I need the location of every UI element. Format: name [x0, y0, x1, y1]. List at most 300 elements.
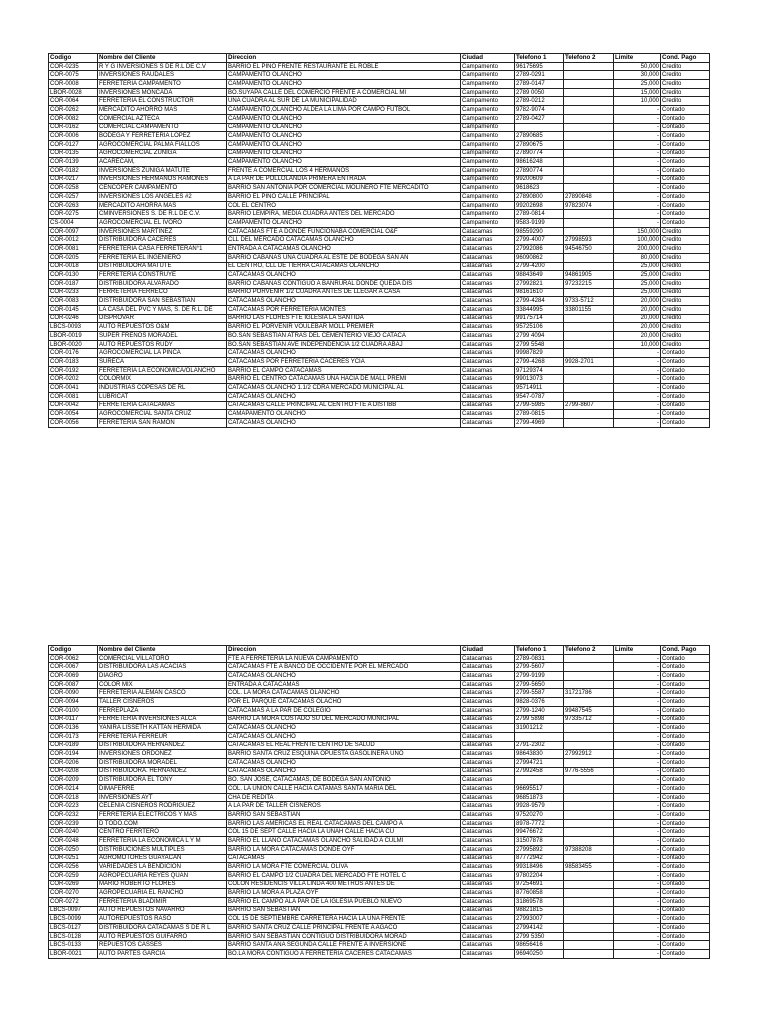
- cell-limite: 20,000: [614, 323, 661, 332]
- cell-codigo: CS-0004: [49, 219, 98, 228]
- cell-codigo: COR-0145: [49, 305, 98, 314]
- table-row: [49, 401, 710, 410]
- cell-telefono-2: [564, 680, 614, 689]
- cell-telefono-2: [564, 793, 614, 802]
- cell-limite: -: [614, 819, 661, 828]
- cell-limite: -: [614, 201, 661, 210]
- cell-limite: -: [614, 906, 661, 915]
- cell-direccion: CAMPAMENTO,OLANCHO ALDEA LA LIMA POR CAMPO FUTBOL: [227, 106, 461, 115]
- cell-codigo: COR-0251: [49, 854, 98, 863]
- cell-telefono-2: [564, 871, 614, 880]
- cell-ciudad: Catacamas: [461, 741, 515, 750]
- cell-cond-pago: Credito: [661, 314, 710, 323]
- cell-ciudad: Catacamas: [461, 811, 515, 820]
- cell-nombre: REPUESTOS CASSES: [98, 941, 227, 950]
- cell-telefono-1: 99318496: [515, 863, 564, 872]
- cell-telefono-1: 27992086: [515, 245, 564, 254]
- cell-codigo: COR-0018: [49, 262, 98, 271]
- cell-direccion: BARRIO SAN SEBASTIAN CONTIGUO DISTRIBUIDORA MORAD: [227, 932, 461, 941]
- cell-direccion: COL 15 DE SEPTIEMBRE CARRETERA HACIA LA UNA FRENTE: [227, 915, 461, 924]
- cell-direccion: BARRIO SANTA ANA SEGUNDA CALLE FRENTE A INVERSIONE: [227, 941, 461, 950]
- cell-cond-pago: Contado: [661, 366, 710, 375]
- cell-telefono-1: 2799-4969: [515, 418, 564, 427]
- cell-cond-pago: Credito: [661, 245, 710, 254]
- cell-ciudad: Catacamas: [461, 758, 515, 767]
- cell-codigo: LBCS-0133: [49, 941, 98, 950]
- cell-direccion: CAMPAMENTO OLANCHO: [227, 71, 461, 80]
- cell-telefono-2: [564, 88, 614, 97]
- table-row: [49, 227, 710, 236]
- header-limite: Limite: [614, 54, 661, 63]
- cell-codigo: LBOR-0028: [49, 88, 98, 97]
- cell-telefono-1: 27890800: [515, 193, 564, 202]
- table-row: [49, 140, 710, 149]
- cell-telefono-1: 9618623: [515, 184, 564, 193]
- cell-telefono-1: 27890685: [515, 132, 564, 141]
- cell-telefono-1: 2799-9199: [515, 672, 564, 681]
- cell-telefono-2: [564, 80, 614, 89]
- cell-cond-pago: Contado: [661, 932, 710, 941]
- cell-codigo: COR-0223: [49, 802, 98, 811]
- cell-cond-pago: Credito: [661, 297, 710, 306]
- cell-telefono-2: [564, 62, 614, 71]
- cell-nombre: FERRETERIA FERRECO: [98, 288, 227, 297]
- table-row: [49, 785, 710, 794]
- table-row: [49, 863, 710, 872]
- cell-limite: -: [614, 863, 661, 872]
- table-row: [49, 158, 710, 167]
- cell-limite: 50,000: [614, 62, 661, 71]
- cell-cond-pago: Credito: [661, 97, 710, 106]
- cell-telefono-2: [564, 819, 614, 828]
- cell-telefono-2: 97335712: [564, 715, 614, 724]
- table-row: [49, 802, 710, 811]
- cell-ciudad: Catacamas: [461, 410, 515, 419]
- cell-limite: -: [614, 698, 661, 707]
- cell-telefono-1: 2799 5548: [515, 340, 564, 349]
- table-row: [49, 375, 710, 384]
- cell-telefono-1: 2791-2302: [515, 741, 564, 750]
- cell-nombre: AGROMOTORES GUAYACAN: [98, 854, 227, 863]
- table-row: [49, 418, 710, 427]
- cell-nombre: DISTRIBUIDORA LAS ACACIAS: [98, 663, 227, 672]
- cell-codigo: LBOR-0020: [49, 340, 98, 349]
- cell-nombre: COMERCIAL CAMPAMENTO: [98, 123, 227, 132]
- cell-telefono-2: 9928-2701: [564, 358, 614, 367]
- cell-ciudad: Catacamas: [461, 897, 515, 906]
- cell-codigo: COR-0258: [49, 184, 98, 193]
- cell-ciudad: Catacamas: [461, 863, 515, 872]
- cell-codigo: COR-0041: [49, 384, 98, 393]
- cell-ciudad: Catacamas: [461, 271, 515, 280]
- table-row: [49, 262, 710, 271]
- cell-telefono-2: [564, 349, 614, 358]
- cell-direccion: CLL DEL MERCADO CATACAMAS OLANCHO: [227, 236, 461, 245]
- cell-codigo: COR-0214: [49, 785, 98, 794]
- cell-cond-pago: Contado: [661, 767, 710, 776]
- cell-direccion: BARRIO SAN ANTONIA POR COMERCIAL MOLINERO FTE MERCADITO: [227, 184, 461, 193]
- cell-ciudad: Catacamas: [461, 375, 515, 384]
- cell-codigo: LBOR-0019: [49, 332, 98, 341]
- cell-direccion: CATACAMAS OLANCHO: [227, 418, 461, 427]
- cell-codigo: COR-0218: [49, 793, 98, 802]
- cell-cond-pago: Contado: [661, 715, 710, 724]
- cell-nombre: AGROPECUARIA REYES QUAN: [98, 871, 227, 880]
- cell-nombre: TALLER CISNEROS: [98, 698, 227, 707]
- cell-limite: -: [614, 785, 661, 794]
- cell-cond-pago: Contado: [661, 149, 710, 158]
- cell-telefono-2: [564, 418, 614, 427]
- cell-telefono-2: [564, 906, 614, 915]
- cell-codigo: COR-0235: [49, 62, 98, 71]
- cell-ciudad: Campamento: [461, 184, 515, 193]
- cell-ciudad: Campamento: [461, 166, 515, 175]
- cell-ciudad: Catacamas: [461, 732, 515, 741]
- cell-codigo: COR-0162: [49, 123, 98, 132]
- cell-codigo: COR-0192: [49, 366, 98, 375]
- cell-limite: 15,000: [614, 88, 661, 97]
- cell-telefono-1: 2789 0050: [515, 88, 564, 97]
- cell-nombre: AGROCOMERCIAL LA PINCA: [98, 349, 227, 358]
- table-row: [49, 811, 710, 820]
- table-row: [49, 62, 710, 71]
- table-row: [49, 253, 710, 262]
- table-row: [49, 672, 710, 681]
- table-row: [49, 410, 710, 419]
- cell-nombre: ACARECAM,: [98, 158, 227, 167]
- cell-telefono-1: 97802204: [515, 871, 564, 880]
- cell-limite: -: [614, 793, 661, 802]
- cell-direccion: CATACAMAS OLANCHO: [227, 297, 461, 306]
- cell-telefono-1: 98161610: [515, 288, 564, 297]
- cell-codigo: COR-0275: [49, 210, 98, 219]
- cell-limite: 80,000: [614, 253, 661, 262]
- cell-codigo: COR-0232: [49, 811, 98, 820]
- cell-cond-pago: Contado: [661, 384, 710, 393]
- cell-limite: -: [614, 193, 661, 202]
- cell-telefono-2: [564, 97, 614, 106]
- cell-nombre: CELENIA CISNEROS RODRIGUEZ: [98, 802, 227, 811]
- cell-codigo: COR-0069: [49, 672, 98, 681]
- cell-telefono-2: [564, 732, 614, 741]
- cell-nombre: LA CASA DEL PVC Y MAS, S. DE R.L. DE: [98, 305, 227, 314]
- cell-telefono-1: 99476672: [515, 828, 564, 837]
- cell-limite: -: [614, 219, 661, 228]
- cell-telefono-2: [564, 663, 614, 672]
- cell-direccion: CATACAMAS OLANCHO: [227, 392, 461, 401]
- cell-ciudad: Catacamas: [461, 776, 515, 785]
- cell-nombre: SURECA: [98, 358, 227, 367]
- table-row: [49, 750, 710, 759]
- cell-ciudad: Campamento: [461, 210, 515, 219]
- cell-telefono-2: [564, 811, 614, 820]
- cell-direccion: CATACAMAS OLANCHO: [227, 672, 461, 681]
- cell-nombre: FERRETERIA FERREUR: [98, 732, 227, 741]
- cell-telefono-1: 98643830: [515, 750, 564, 759]
- cell-codigo: COR-0100: [49, 706, 98, 715]
- cell-telefono-1: 97129374: [515, 366, 564, 375]
- table-row: [49, 392, 710, 401]
- cell-limite: -: [614, 802, 661, 811]
- cell-telefono-2: [564, 941, 614, 950]
- cell-direccion: BARRIO LAS FLORES FTE IGLESIA LA SANTIDA: [227, 314, 461, 323]
- cell-ciudad: Catacamas: [461, 654, 515, 663]
- header-row: [49, 54, 710, 63]
- cell-ciudad: Catacamas: [461, 819, 515, 828]
- cell-codigo: COR-0006: [49, 132, 98, 141]
- table-row: [49, 106, 710, 115]
- cell-nombre: FERREPLAZA: [98, 706, 227, 715]
- cell-telefono-2: [564, 114, 614, 123]
- cell-telefono-2: [564, 262, 614, 271]
- cell-cond-pago: Contado: [661, 193, 710, 202]
- cell-ciudad: Catacamas: [461, 332, 515, 341]
- cell-limite: -: [614, 418, 661, 427]
- cell-telefono-1: 2799 5350: [515, 932, 564, 941]
- cell-codigo: COR-0256: [49, 863, 98, 872]
- cell-limite: -: [614, 349, 661, 358]
- table-row: [49, 819, 710, 828]
- cell-codigo: COR-0263: [49, 201, 98, 210]
- cell-nombre: AUTO REPUESTOS RUDY: [98, 340, 227, 349]
- cell-ciudad: Catacamas: [461, 663, 515, 672]
- table-row: [49, 123, 710, 132]
- cell-cond-pago: Credito: [661, 227, 710, 236]
- cell-direccion: CATACAMAS OLANCHO: [227, 271, 461, 280]
- cell-limite: -: [614, 375, 661, 384]
- cell-ciudad: Catacamas: [461, 845, 515, 854]
- cell-limite: -: [614, 932, 661, 941]
- cell-ciudad: Campamento: [461, 219, 515, 228]
- header-row: [49, 646, 710, 655]
- cell-telefono-1: 96940250: [515, 950, 564, 959]
- cell-nombre: FERRETERIA EL CONSTRUCTOR: [98, 97, 227, 106]
- cell-limite: 25,000: [614, 80, 661, 89]
- cell-telefono-1: 9782-9074: [515, 106, 564, 115]
- cell-telefono-2: 33801155: [564, 305, 614, 314]
- cell-direccion: A LA PAR DE TALLER CISNEROS: [227, 802, 461, 811]
- cell-nombre: INVERSIONES ORDOÑEZ: [98, 750, 227, 759]
- cell-telefono-2: [564, 132, 614, 141]
- cell-telefono-2: [564, 149, 614, 158]
- cell-codigo: COR-0194: [49, 750, 98, 759]
- cell-direccion: COL. LA UNION CALLE HACIA CATAMAS SANTA MARIA DEL: [227, 785, 461, 794]
- cell-ciudad: Campamento: [461, 123, 515, 132]
- cell-telefono-2: [564, 184, 614, 193]
- cell-telefono-2: 97232215: [564, 279, 614, 288]
- cell-nombre: INVERSIONES MONCADA: [98, 88, 227, 97]
- cell-direccion: BARRIO CABAÑAS CONTIGUO A BANRURAL DONDE QUEDA DIS: [227, 279, 461, 288]
- cell-ciudad: Catacamas: [461, 392, 515, 401]
- cell-telefono-2: [564, 158, 614, 167]
- cell-nombre: MERCADITO AHORRA MAS: [98, 201, 227, 210]
- cell-codigo: COR-0090: [49, 689, 98, 698]
- cell-telefono-1: 9547-0787: [515, 392, 564, 401]
- cell-cond-pago: Contado: [661, 941, 710, 950]
- cell-limite: -: [614, 924, 661, 933]
- cell-codigo: COR-0205: [49, 253, 98, 262]
- cell-direccion: BARRIO EL PINO FRENTE RESTAURANTE EL ROBLE: [227, 62, 461, 71]
- header-telefono-1: Telefono 1: [515, 646, 564, 655]
- cell-limite: -: [614, 654, 661, 663]
- cell-cond-pago: Contado: [661, 201, 710, 210]
- cell-cond-pago: Credito: [661, 253, 710, 262]
- table-row: [49, 950, 710, 959]
- table-row: [49, 715, 710, 724]
- cell-telefono-2: [564, 288, 614, 297]
- cell-direccion: CATACAMAS EL REAL FRENTE CENTRO DE SALUD: [227, 741, 461, 750]
- cell-nombre: MARIO ROBERTO FLORES: [98, 880, 227, 889]
- cell-telefono-1: 8978-7772: [515, 819, 564, 828]
- cell-limite: 25,000: [614, 288, 661, 297]
- cell-codigo: COR-0239: [49, 819, 98, 828]
- cell-codigo: COR-0056: [49, 418, 98, 427]
- cell-ciudad: Catacamas: [461, 932, 515, 941]
- cell-codigo: COR-0272: [49, 897, 98, 906]
- table-row: [49, 828, 710, 837]
- cell-limite: 20,000: [614, 332, 661, 341]
- cell-nombre: FERRETERIA EL INGENIERO: [98, 253, 227, 262]
- cell-direccion: BARRIO CABAÑAS UNA CUADRA AL ESTE DE BODEGA SAN AN: [227, 253, 461, 262]
- cell-telefono-1: 2789-0815: [515, 410, 564, 419]
- table-row: [49, 741, 710, 750]
- cell-ciudad: Catacamas: [461, 706, 515, 715]
- header-ciudad: Ciudad: [461, 646, 515, 655]
- cell-direccion: BARRIO SAN SEBASTIAN: [227, 811, 461, 820]
- cell-telefono-2: [564, 854, 614, 863]
- cell-telefono-1: 96175695: [515, 62, 564, 71]
- cell-codigo: COR-0182: [49, 166, 98, 175]
- table-row: [49, 776, 710, 785]
- cell-direccion: BARRIO EL CAMPO 1/2 CUADRA DEL MERCADO FTE HOTEL C: [227, 871, 461, 880]
- cell-limite: 25,000: [614, 279, 661, 288]
- cell-direccion: CATACAMAS FTE A DONDE FUNCIONABA COMERCIAL O&F: [227, 227, 461, 236]
- table-row: [49, 175, 710, 184]
- cell-cond-pago: Contado: [661, 210, 710, 219]
- cell-direccion: BARRIO SAN SEBASTIAN: [227, 906, 461, 915]
- cell-codigo: COR-0240: [49, 828, 98, 837]
- cell-ciudad: Catacamas: [461, 680, 515, 689]
- cell-codigo: COR-0082: [49, 114, 98, 123]
- cell-direccion: BARRIO EL LLANO CATACAMAS OLANCHO SALIDAD A CULMI: [227, 837, 461, 846]
- cell-cond-pago: Contado: [661, 741, 710, 750]
- table-row: [49, 132, 710, 141]
- cell-telefono-1: 97254691: [515, 880, 564, 889]
- cell-telefono-2: [564, 672, 614, 681]
- cell-telefono-2: [564, 392, 614, 401]
- table-row: [49, 97, 710, 106]
- cell-limite: -: [614, 392, 661, 401]
- cell-cond-pago: Contado: [661, 132, 710, 141]
- cell-limite: -: [614, 149, 661, 158]
- cell-direccion: UNA CUADRA AL SUR DE LA MUNICIPALIDAD: [227, 97, 461, 106]
- cell-cond-pago: Credito: [661, 279, 710, 288]
- cell-nombre: FERRETERIA CATACAMAS: [98, 401, 227, 410]
- cell-direccion: BO.SAN SEBASTIAN AVE INDEPENDENCIA 1/2 CUADRA ABAJ: [227, 340, 461, 349]
- cell-ciudad: Catacamas: [461, 245, 515, 254]
- cell-nombre: CMINVERSIONES S. DE R.L DE C.V.: [98, 210, 227, 219]
- cell-direccion: CAMPAMENTO OLANCHO: [227, 123, 461, 132]
- table-row: [49, 314, 710, 323]
- cell-telefono-1: 96851873: [515, 793, 564, 802]
- cell-direccion: BARRIO EL PINO CALLE PRINCIPAL: [227, 193, 461, 202]
- cell-nombre: AUTOREPUESTOS RASO: [98, 915, 227, 924]
- cell-telefono-2: [564, 915, 614, 924]
- cell-telefono-2: [564, 332, 614, 341]
- cell-direccion: CAMPAMENTO OLANCHO: [227, 80, 461, 89]
- cell-direccion: FRENTE A COMERCIAL LOS 4 HERMANOS: [227, 166, 461, 175]
- cell-ciudad: Catacamas: [461, 366, 515, 375]
- cell-ciudad: Catacamas: [461, 314, 515, 323]
- cell-cond-pago: Contado: [661, 776, 710, 785]
- cell-limite: 20,000: [614, 314, 661, 323]
- cell-nombre: FERRETERIA LA ECONOMICA L Y M: [98, 837, 227, 846]
- cell-nombre: MERCADITO AHORRO MAS: [98, 106, 227, 115]
- cell-nombre: INVERSIONES AYT: [98, 793, 227, 802]
- cell-limite: -: [614, 915, 661, 924]
- cell-cond-pago: Contado: [661, 758, 710, 767]
- cell-telefono-1: 98559290: [515, 227, 564, 236]
- cell-cond-pago: Contado: [661, 375, 710, 384]
- table-row: [49, 837, 710, 846]
- table-row: [49, 288, 710, 297]
- cell-limite: -: [614, 880, 661, 889]
- cell-nombre: D TODO.COM: [98, 819, 227, 828]
- cell-telefono-2: [564, 758, 614, 767]
- cell-nombre: AUTO REPUESTOS GUIFARRO: [98, 932, 227, 941]
- cell-telefono-1: 31901212: [515, 724, 564, 733]
- cell-cond-pago: Contado: [661, 123, 710, 132]
- table-row: [49, 663, 710, 672]
- cell-direccion: CAMPAMENTO OLANCHO: [227, 140, 461, 149]
- cell-nombre: DISTRIBUIDORA CACERES: [98, 236, 227, 245]
- cell-cond-pago: Credito: [661, 332, 710, 341]
- cell-codigo: COR-0042: [49, 401, 98, 410]
- cell-ciudad: Campamento: [461, 114, 515, 123]
- table-row: [49, 654, 710, 663]
- cell-direccion: CATACAMAS OLANCHO: [227, 724, 461, 733]
- cell-ciudad: Catacamas: [461, 950, 515, 959]
- table-row: [49, 149, 710, 158]
- cell-direccion: CATACAMAS POR FERRETERIA MONTES: [227, 305, 461, 314]
- cell-ciudad: Catacamas: [461, 262, 515, 271]
- table-row: [49, 793, 710, 802]
- cell-direccion: A LA PAR DE POLLOLANDIA PRIMERA ENTRADA: [227, 175, 461, 184]
- cell-codigo: LBCS-0097: [49, 906, 98, 915]
- table-row: [49, 932, 710, 941]
- cell-nombre: INVERSIONES HERMANOS RAMONES: [98, 175, 227, 184]
- cell-ciudad: Catacamas: [461, 880, 515, 889]
- cell-telefono-1: 9928-9579: [515, 802, 564, 811]
- cell-ciudad: Catacamas: [461, 802, 515, 811]
- cell-limite: -: [614, 114, 661, 123]
- cell-telefono-2: [564, 741, 614, 750]
- cell-codigo: LBOR-0021: [49, 950, 98, 959]
- cell-nombre: INVERSIONES MARTINEZ: [98, 227, 227, 236]
- cell-cond-pago: Contado: [661, 689, 710, 698]
- cell-telefono-2: [564, 71, 614, 80]
- cell-telefono-1: 99175714: [515, 314, 564, 323]
- cell-limite: -: [614, 758, 661, 767]
- cell-codigo: LBCS-0127: [49, 924, 98, 933]
- table-row: [49, 915, 710, 924]
- cell-telefono-2: [564, 932, 614, 941]
- cell-ciudad: Catacamas: [461, 871, 515, 880]
- cell-cond-pago: Contado: [661, 663, 710, 672]
- cell-direccion: COL 15 DE SEPT CALLE HACIA LA UNAH CALLE HACIA CU: [227, 828, 461, 837]
- cell-telefono-2: 31721786: [564, 689, 614, 698]
- cell-ciudad: Campamento: [461, 158, 515, 167]
